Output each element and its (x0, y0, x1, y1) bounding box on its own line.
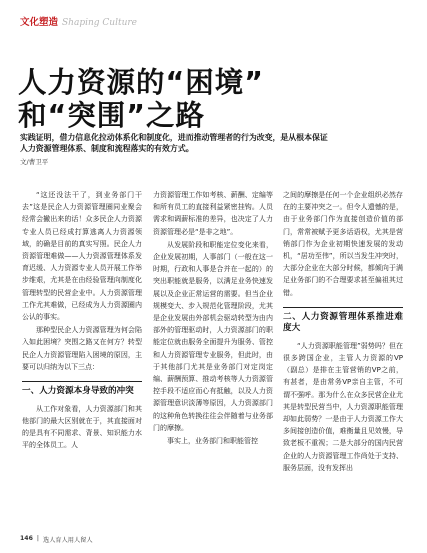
text-column-3 (283, 189, 403, 531)
paragraph: 之间的摩擦是任何一个企业组织必然存在的主要冲突之一。但令人遗憾的是，由于业务部门作为直接创造价值的部门，常常被赋予更多话语权，尤其是营销部门作为企业初期快速发展的发动机，“居功至伟”，所以当发生冲突时，大部分企业在大部分时候，都倾向于满足业务部门的不合理要求甚至偏祖其过错。 (283, 191, 403, 297)
magazine-name: 选人育人用人留人 (43, 537, 93, 544)
footer-divider: | (36, 535, 40, 542)
section-name-en: Shaping Culture (62, 18, 138, 28)
page-number: 146 (20, 535, 33, 542)
paragraph: 事实上，业务部门和职能管控 (167, 437, 258, 446)
paragraph: 从工作对象看，人力资源部门和其他部门的最大区别就在于，其直接面对的是具有不同需求、背景、知识能力水平的全体员工。人 (22, 404, 142, 450)
author-byline: 文/曹卫平 (20, 158, 49, 166)
text-column-2 (153, 189, 273, 531)
section-heading-2: 二、人力资源管理体系推进难度大 (283, 307, 403, 335)
paragraph: 从发展阶段和职能定位变化来看，企业发展初期，人事部门（一般在这一时期，行政和人事是合并在一起的）的突出职能就是服务，以满足业务快速发展以及企业正常运营的需要。但当企业规模变大、步入规范化管理阶段，尤其是企业发展由外部机会驱动转型为由内部外的管理驱动时，人力资源部门的职能定位就由服务全面提升为服务、管控和人力资源管理专业服务，但此时，由于其他部门尤其是业务部门对定岗定编、薪酬预算、推动考核等人力资源管控手段不适应而心有抵触，以及人力资源管理意识淡薄等原因，人力资源部门的这种角色转换往往会伴随着与业务部门的摩擦。 (153, 240, 273, 432)
paragraph: 力资源管理工作如考核、薪酬、定编等和所有员工的直接利益紧密挂钩。人员需求和调薪标准的差异，也决定了人力资源管理必是“是非之地”。 (153, 191, 273, 236)
page-footer (20, 535, 93, 544)
section-name-cn: 文化塑造 (20, 17, 59, 28)
text-column-1 (22, 189, 142, 531)
paragraph: 那种型民企人力资源管理为何会陷入如此困境？突围之路又在何方？转型民企人力资源管理陷入困境的原因，主要可以归纳为以下三点： (22, 326, 142, 371)
article-lead (20, 132, 398, 154)
section-heading-1: 一、人力资源本身导致的冲突 (22, 381, 142, 398)
lead-line-1: 实践证明，借力信息化拉动体系化和制度化，进而推动管理者的行为改变，是从根本保证 (20, 133, 328, 142)
title-line-1: 人力资源的“困境” (18, 66, 264, 99)
paragraph: “这还没法干了，到业务部门干去”这是民企人力资源管理圈同业聚会经常会撇出来的话！众多民企人力资源专业人员已经成打算逃离人力资源领域，的确是目前的真实写照。民企人力资源管理难做——人力资源管理体系发育迟缓、人力资源专业人员开展工作举步维艰，尤其是在由经验管理向制度化管理转型的民营企业中。人力资源管理工作尤其难做，已经成为人力资源圈内公认的事实。 (22, 191, 142, 322)
lead-line-2: 人力资源管理体系、制度和流程落实的有效方式。 (20, 144, 194, 153)
article-title (18, 66, 413, 132)
paragraph: “人力资源职能管理”弱势吗？但在很多跨国企业，主管人力资源的VP（副总）是排在主管营销的VP之前，有甚者，是由常务VP亲自主管，不可谓不强呼。那为什么在众多民营企业尤其是转型民营当中，人力资源职能管理却如此弱势？一是由于人力资源工作大多间接创造价值，难衡量且见效慢，导致老板不重视；二是大部分的国内民营企业的人力资源管理工作尚处于支持、服务层面，没有发挥出 (283, 341, 403, 472)
section-header (20, 14, 137, 30)
title-line-2: 和“突围”之路 (18, 99, 205, 132)
